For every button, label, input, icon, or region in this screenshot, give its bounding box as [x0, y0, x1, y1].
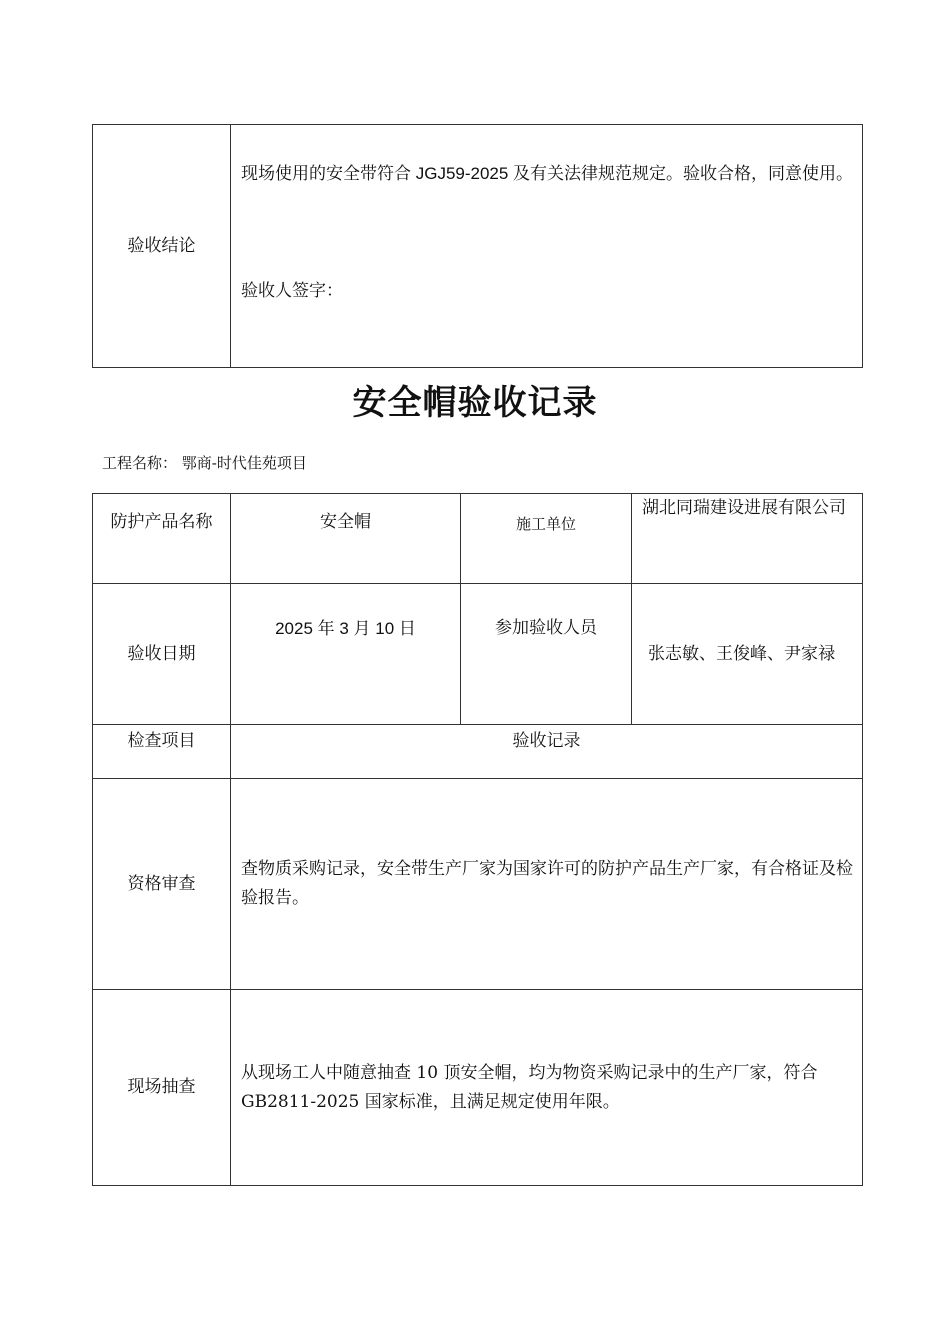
- product-name-label: 防护产品名称: [93, 494, 231, 584]
- participants-label: 参加验收人员: [461, 584, 632, 725]
- project-name: 鄂商-时代佳苑项目: [181, 454, 307, 472]
- conclusion-label: 验收结论: [93, 125, 231, 368]
- conclusion-table: [92, 124, 863, 368]
- check-record: 查物质采购记录，安全带生产厂家为国家许可的防护产品生产厂家，有合格证及检验报告。: [231, 779, 863, 990]
- conclusion-text: 现场使用的安全带符合 JGJ59-2025 及有关法律规范规定。验收合格，同意使用。: [241, 164, 854, 183]
- table-row: [93, 494, 863, 584]
- signature-label: 验收人签字：: [241, 281, 343, 301]
- product-name-value: 安全帽: [231, 494, 461, 584]
- page-title: 安全帽验收记录: [352, 383, 598, 423]
- table-row: [93, 779, 863, 990]
- record-header: 验收记录: [231, 725, 863, 779]
- conclusion-cell: [231, 125, 863, 368]
- date-label: 验收日期: [93, 584, 231, 725]
- check-item: 现场抽查: [93, 990, 231, 1186]
- project-label: 工程名称：: [102, 454, 178, 472]
- record-table: [92, 493, 863, 1186]
- table-row: [93, 725, 863, 779]
- check-item: 资格审查: [93, 779, 231, 990]
- construction-unit-value: 湖北同瑞建设进展有限公司: [632, 494, 863, 584]
- check-record: 从现场工人中随意抽查 10 顶安全帽，均为物资采购记录中的生产厂家，符合 GB2811-2025 国家标准，且满足规定使用年限。: [231, 990, 863, 1186]
- participants-value: 张志敏、王俊峰、尹家禄: [632, 584, 863, 725]
- check-item-header: 检查项目: [93, 725, 231, 779]
- table-row: [93, 990, 863, 1186]
- construction-unit-label: 施工单位: [461, 494, 632, 584]
- date-value: 2025 年 3 月 10 日: [231, 584, 461, 725]
- project-line: [102, 451, 307, 475]
- table-row: [93, 584, 863, 725]
